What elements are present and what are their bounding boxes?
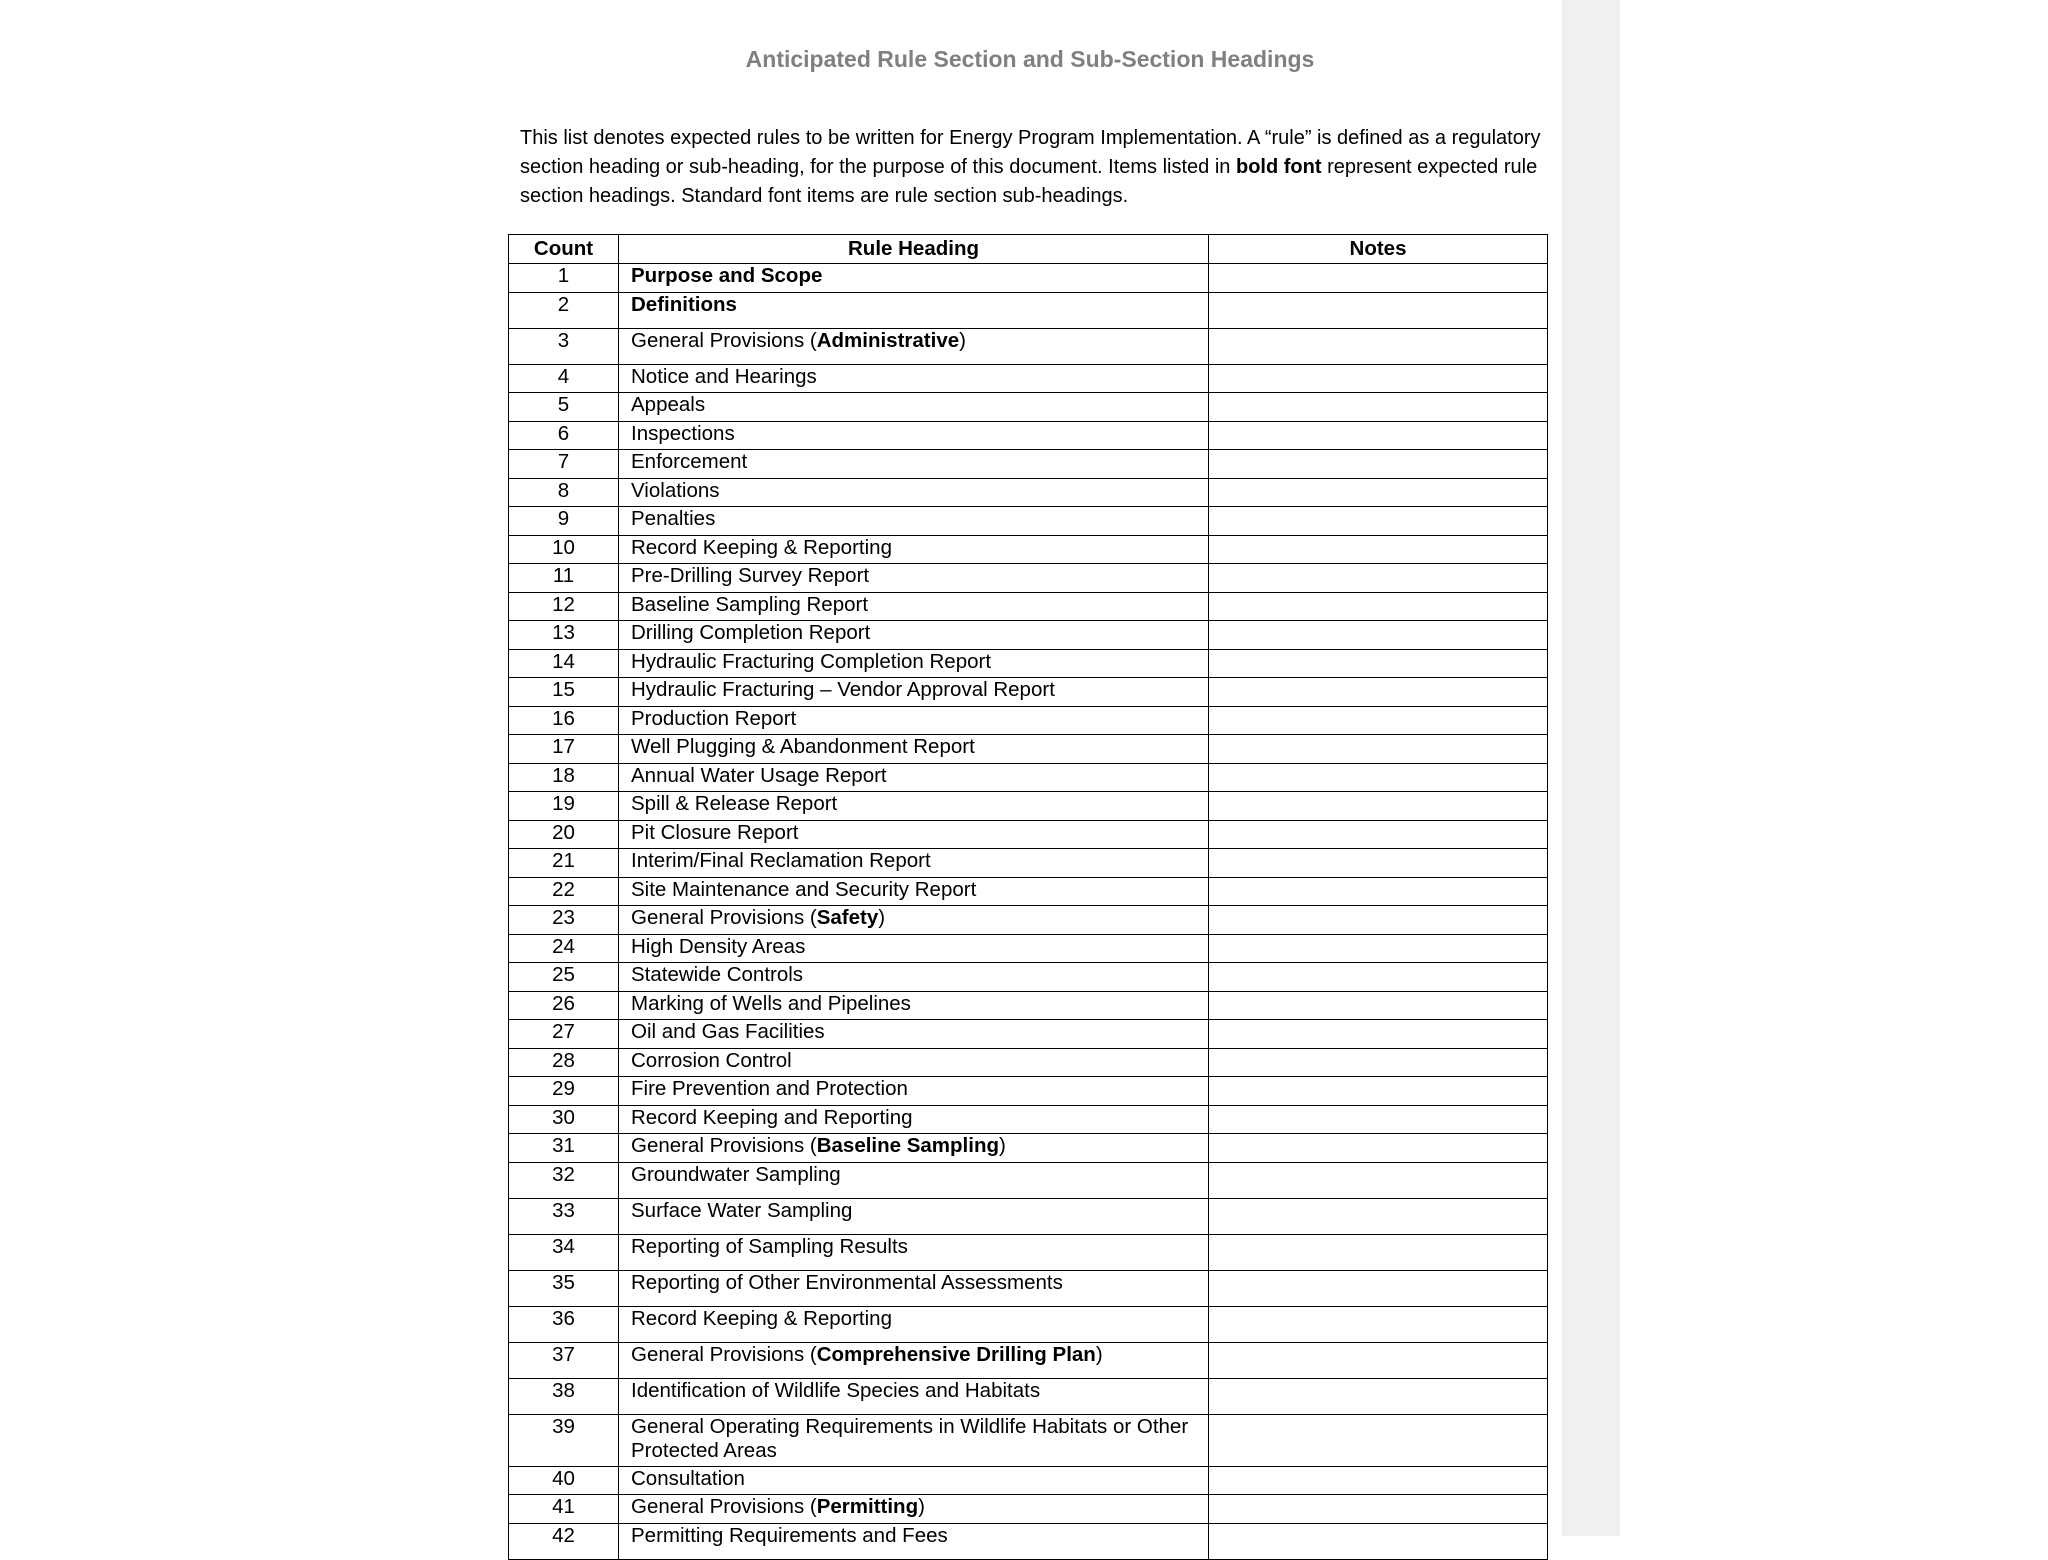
- row-count-cell: 34: [509, 1234, 619, 1270]
- row-heading-cell: [619, 364, 1209, 393]
- row-heading-cell: [619, 706, 1209, 735]
- row-notes-cell: [1209, 1134, 1548, 1163]
- table-row: [509, 292, 1548, 328]
- row-count-cell: 38: [509, 1378, 619, 1414]
- row-count-cell: 4: [509, 364, 619, 393]
- row-notes-cell: [1209, 621, 1548, 650]
- table-row: [509, 1523, 1548, 1559]
- table-row: [509, 564, 1548, 593]
- row-heading-cell: [619, 735, 1209, 764]
- row-heading-cell: [619, 934, 1209, 963]
- row-heading-cell: [619, 906, 1209, 935]
- row-heading-cell: [619, 991, 1209, 1020]
- row-heading-cell: [619, 264, 1209, 293]
- row-heading-cell: [619, 292, 1209, 328]
- row-count-cell: 21: [509, 849, 619, 878]
- row-heading-text: General Provisions (: [631, 1134, 817, 1157]
- row-count-cell: 35: [509, 1270, 619, 1306]
- column-header-rule-heading: Rule Heading: [619, 235, 1209, 264]
- row-count-cell: 3: [509, 328, 619, 364]
- row-heading-text: General Operating Requirements in Wildlife Habitats or Other Protected Areas: [631, 1414, 1189, 1462]
- row-count-cell: 37: [509, 1342, 619, 1378]
- row-count-cell: 6: [509, 421, 619, 450]
- row-notes-cell: [1209, 1342, 1548, 1378]
- row-heading-text: Marking of Wells and Pipelines: [631, 991, 911, 1015]
- table-row: [509, 364, 1548, 393]
- row-heading-cell: [619, 1162, 1209, 1198]
- row-heading-text: Annual Water Usage Report: [631, 763, 887, 787]
- row-heading-text: Reporting of Other Environmental Assessments: [631, 1270, 1063, 1294]
- row-notes-cell: [1209, 877, 1548, 906]
- table-row: [509, 1162, 1548, 1198]
- row-count-cell: 18: [509, 763, 619, 792]
- row-heading-cell: [619, 1306, 1209, 1342]
- row-heading-text: Statewide Controls: [631, 963, 804, 986]
- row-heading-text: Baseline Sampling Report: [631, 592, 869, 616]
- table-header-row: [509, 235, 1548, 264]
- row-count-cell: 40: [509, 1466, 619, 1495]
- row-heading-text: Oil and Gas Facilities: [631, 1020, 825, 1043]
- row-notes-cell: [1209, 792, 1548, 821]
- row-heading-text: Appeals: [631, 393, 706, 416]
- row-heading-cell: [619, 450, 1209, 479]
- row-heading-text: High Density Areas: [631, 934, 806, 958]
- table-row: [509, 1048, 1548, 1077]
- row-notes-cell: [1209, 364, 1548, 393]
- row-notes-cell: [1209, 1234, 1548, 1270]
- rules-table: [508, 234, 1548, 1560]
- table-row: [509, 1495, 1548, 1524]
- table-row: [509, 963, 1548, 992]
- row-heading-text: Well Plugging & Abandonment Report: [631, 735, 975, 758]
- row-heading-cell: [619, 328, 1209, 364]
- table-row: [509, 820, 1548, 849]
- row-heading-cell: [619, 1523, 1209, 1559]
- row-heading-text: Pre-Drilling Survey Report: [631, 564, 870, 587]
- row-notes-cell: [1209, 1414, 1548, 1466]
- row-notes-cell: [1209, 1198, 1548, 1234]
- row-heading-text: Hydraulic Fracturing Completion Report: [631, 649, 992, 673]
- row-heading-cell: [619, 1134, 1209, 1163]
- row-heading-suffix: ): [1095, 1342, 1103, 1366]
- row-heading-cell: [619, 1342, 1209, 1378]
- table-row: [509, 1306, 1548, 1342]
- row-heading-text: Reporting of Sampling Results: [631, 1234, 908, 1258]
- row-heading-cell: [619, 564, 1209, 593]
- row-count-cell: 12: [509, 592, 619, 621]
- row-notes-cell: [1209, 1466, 1548, 1495]
- table-row: [509, 1414, 1548, 1466]
- row-notes-cell: [1209, 991, 1548, 1020]
- table-row: [509, 906, 1548, 935]
- row-notes-cell: [1209, 934, 1548, 963]
- row-notes-cell: [1209, 328, 1548, 364]
- row-heading-text: Identification of Wildlife Species and Habitats: [631, 1378, 1041, 1402]
- row-count-cell: 29: [509, 1077, 619, 1106]
- table-row: [509, 763, 1548, 792]
- table-row: [509, 478, 1548, 507]
- page-title: Anticipated Rule Section and Sub-Section Headings: [745, 46, 1315, 72]
- row-heading-text: Surface Water Sampling: [631, 1198, 853, 1222]
- row-heading-text: General Provisions (: [631, 906, 817, 929]
- rules-table-body: [509, 264, 1548, 1560]
- row-heading-text: Notice and Hearings: [631, 364, 817, 388]
- row-count-cell: 5: [509, 393, 619, 422]
- table-row: [509, 621, 1548, 650]
- row-heading-cell: [619, 1414, 1209, 1466]
- row-count-cell: 36: [509, 1306, 619, 1342]
- table-row: [509, 393, 1548, 422]
- row-heading-cell: [619, 535, 1209, 564]
- table-row: [509, 1466, 1548, 1495]
- table-row: [509, 792, 1548, 821]
- table-row: [509, 1234, 1548, 1270]
- row-count-cell: 11: [509, 564, 619, 593]
- table-row: [509, 328, 1548, 364]
- row-count-cell: 2: [509, 292, 619, 328]
- row-heading-cell: [619, 820, 1209, 849]
- row-notes-cell: [1209, 1523, 1548, 1559]
- row-count-cell: 26: [509, 991, 619, 1020]
- column-header-notes: Notes: [1209, 235, 1548, 264]
- row-notes-cell: [1209, 1077, 1548, 1106]
- row-heading-cell: [619, 1466, 1209, 1495]
- row-notes-cell: [1209, 1020, 1548, 1049]
- row-heading-suffix: ): [959, 328, 966, 352]
- row-heading-text: Hydraulic Fracturing – Vendor Approval Report: [631, 678, 1055, 701]
- row-count-cell: 9: [509, 507, 619, 536]
- row-heading-cell: [619, 963, 1209, 992]
- row-notes-cell: [1209, 1048, 1548, 1077]
- table-row: [509, 1077, 1548, 1106]
- row-count-cell: 22: [509, 877, 619, 906]
- row-heading-suffix: ): [999, 1134, 1006, 1157]
- row-notes-cell: [1209, 393, 1548, 422]
- intro-paragraph: [520, 124, 1560, 211]
- row-heading-cell: [619, 507, 1209, 536]
- row-heading-cell: [619, 1105, 1209, 1134]
- row-notes-cell: [1209, 535, 1548, 564]
- row-count-cell: 13: [509, 621, 619, 650]
- row-notes-cell: [1209, 421, 1548, 450]
- row-heading-cell: [619, 1378, 1209, 1414]
- table-row: [509, 450, 1548, 479]
- row-count-cell: 42: [509, 1523, 619, 1559]
- table-row: [509, 264, 1548, 293]
- row-heading-text: Pit Closure Report: [631, 820, 799, 844]
- table-row: [509, 1020, 1548, 1049]
- row-heading-text: Drilling Completion Report: [631, 621, 871, 644]
- row-count-cell: 28: [509, 1048, 619, 1077]
- row-count-cell: 23: [509, 906, 619, 935]
- row-heading-cell: [619, 478, 1209, 507]
- intro-bold-text: bold font: [1235, 156, 1322, 178]
- row-heading-text: Violations: [631, 478, 720, 502]
- row-heading-bold-text: Permitting: [816, 1495, 919, 1518]
- row-count-cell: 17: [509, 735, 619, 764]
- row-heading-cell: [619, 421, 1209, 450]
- row-heading-cell: [619, 763, 1209, 792]
- row-heading-cell: [619, 1198, 1209, 1234]
- table-row: [509, 1105, 1548, 1134]
- row-notes-cell: [1209, 292, 1548, 328]
- table-row: [509, 592, 1548, 621]
- row-heading-text: Record Keeping & Reporting: [631, 1306, 892, 1330]
- table-row: [509, 1270, 1548, 1306]
- table-row: [509, 706, 1548, 735]
- row-heading-cell: [619, 1270, 1209, 1306]
- row-heading-text: Groundwater Sampling: [631, 1162, 841, 1186]
- row-heading-text: Site Maintenance and Security Report: [631, 877, 977, 901]
- table-row: [509, 1134, 1548, 1163]
- row-heading-cell: [619, 849, 1209, 878]
- row-heading-text: Fire Prevention and Protection: [631, 1077, 908, 1100]
- row-notes-cell: [1209, 1270, 1548, 1306]
- table-row: [509, 1342, 1548, 1378]
- row-heading-text: General Provisions (: [631, 328, 817, 352]
- row-heading-suffix: ): [918, 1495, 925, 1518]
- row-notes-cell: [1209, 820, 1548, 849]
- row-notes-cell: [1209, 706, 1548, 735]
- table-row: [509, 421, 1548, 450]
- row-notes-cell: [1209, 649, 1548, 678]
- row-count-cell: 10: [509, 535, 619, 564]
- row-heading-text: Spill & Release Report: [631, 792, 838, 815]
- row-heading-bold-text: Baseline Sampling: [816, 1134, 999, 1157]
- row-heading-text: Purpose and Scope: [631, 264, 823, 287]
- column-header-count: Count: [509, 235, 619, 264]
- row-count-cell: 1: [509, 264, 619, 293]
- row-notes-cell: [1209, 678, 1548, 707]
- table-row: [509, 877, 1548, 906]
- intro-text-2: represent expected rule section headings. Standard font items are rule section sub-headings.: [520, 156, 1538, 207]
- row-notes-cell: [1209, 963, 1548, 992]
- row-heading-text: General Provisions (: [631, 1495, 817, 1518]
- row-heading-text: Record Keeping & Reporting: [631, 535, 892, 559]
- row-notes-cell: [1209, 1495, 1548, 1524]
- table-row: [509, 1378, 1548, 1414]
- row-count-cell: 14: [509, 649, 619, 678]
- row-notes-cell: [1209, 592, 1548, 621]
- intro-text-1: This list denotes expected rules to be written for Energy Program Implementation. A “rule” is defined as a regulatory section heading or sub-heading, for the purpose of this document. Items listed in: [520, 127, 1541, 178]
- table-row: [509, 849, 1548, 878]
- scroll-gutter: [1562, 0, 1620, 1536]
- table-row: [509, 535, 1548, 564]
- row-notes-cell: [1209, 849, 1548, 878]
- row-count-cell: 39: [509, 1414, 619, 1466]
- row-notes-cell: [1209, 450, 1548, 479]
- table-row: [509, 649, 1548, 678]
- row-heading-cell: [619, 649, 1209, 678]
- table-row: [509, 934, 1548, 963]
- row-heading-bold-text: Safety: [816, 906, 879, 929]
- table-row: [509, 735, 1548, 764]
- row-notes-cell: [1209, 478, 1548, 507]
- row-notes-cell: [1209, 1378, 1548, 1414]
- row-heading-cell: [619, 1234, 1209, 1270]
- row-notes-cell: [1209, 507, 1548, 536]
- row-heading-cell: [619, 1048, 1209, 1077]
- row-heading-text: Corrosion Control: [631, 1048, 792, 1072]
- row-count-cell: 19: [509, 792, 619, 821]
- row-count-cell: 25: [509, 963, 619, 992]
- table-row: [509, 991, 1548, 1020]
- row-count-cell: 31: [509, 1134, 619, 1163]
- row-notes-cell: [1209, 763, 1548, 792]
- row-heading-text: Record Keeping and Reporting: [631, 1105, 913, 1129]
- row-notes-cell: [1209, 1306, 1548, 1342]
- table-row: [509, 1198, 1548, 1234]
- row-notes-cell: [1209, 906, 1548, 935]
- row-count-cell: 33: [509, 1198, 619, 1234]
- row-heading-bold-text: Administrative: [816, 328, 960, 352]
- row-heading-cell: [619, 1020, 1209, 1049]
- row-count-cell: 30: [509, 1105, 619, 1134]
- row-heading-cell: [619, 792, 1209, 821]
- row-count-cell: 41: [509, 1495, 619, 1524]
- table-row: [509, 507, 1548, 536]
- row-heading-text: Consultation: [631, 1466, 745, 1490]
- row-count-cell: 20: [509, 820, 619, 849]
- row-count-cell: 15: [509, 678, 619, 707]
- row-count-cell: 32: [509, 1162, 619, 1198]
- row-heading-cell: [619, 393, 1209, 422]
- row-heading-cell: [619, 621, 1209, 650]
- row-heading-text: Permitting Requirements and Fees: [631, 1523, 948, 1547]
- row-count-cell: 8: [509, 478, 619, 507]
- row-heading-text: Enforcement: [631, 450, 748, 473]
- row-heading-text: Interim/Final Reclamation Report: [631, 849, 931, 872]
- row-heading-text: Penalties: [631, 507, 716, 530]
- row-notes-cell: [1209, 1162, 1548, 1198]
- row-notes-cell: [1209, 1105, 1548, 1134]
- row-heading-text: Definitions: [631, 292, 737, 316]
- row-notes-cell: [1209, 264, 1548, 293]
- row-count-cell: 27: [509, 1020, 619, 1049]
- row-notes-cell: [1209, 564, 1548, 593]
- table-row: [509, 678, 1548, 707]
- row-heading-bold-text: Comprehensive Drilling Plan: [816, 1342, 1096, 1366]
- row-heading-cell: [619, 1077, 1209, 1106]
- row-heading-text: General Provisions (: [631, 1342, 817, 1366]
- row-heading-cell: [619, 678, 1209, 707]
- row-count-cell: 16: [509, 706, 619, 735]
- row-count-cell: 7: [509, 450, 619, 479]
- row-count-cell: 24: [509, 934, 619, 963]
- row-heading-cell: [619, 877, 1209, 906]
- row-heading-text: Production Report: [631, 706, 797, 730]
- row-heading-cell: [619, 1495, 1209, 1524]
- row-heading-text: Inspections: [631, 421, 735, 445]
- row-heading-suffix: ): [878, 906, 886, 929]
- row-notes-cell: [1209, 735, 1548, 764]
- row-heading-cell: [619, 592, 1209, 621]
